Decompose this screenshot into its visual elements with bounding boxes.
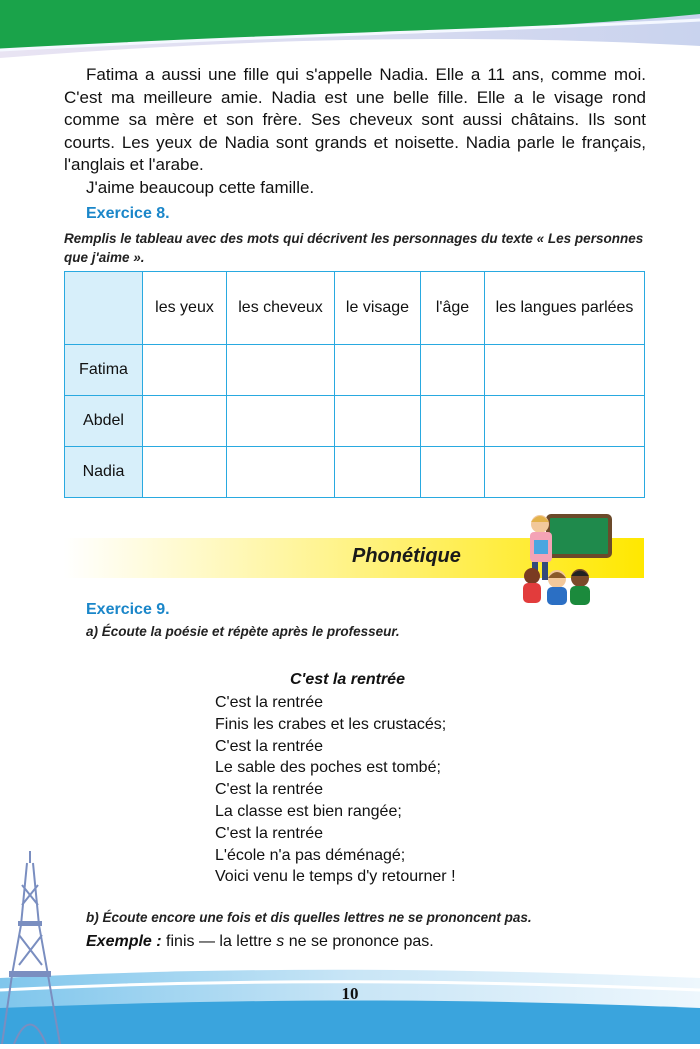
page-number: 10 [341, 984, 359, 1003]
row-header-abdel: Abdel [65, 396, 143, 447]
description-table [64, 271, 645, 498]
example-letter: s [276, 933, 285, 950]
exercise-9b-instruction: b) Écoute encore une fois et dis quelles lettres ne se prononcent pas. [86, 910, 532, 925]
example-label: Exemple : [86, 933, 162, 950]
table-row [65, 447, 645, 498]
teacher-illustration [518, 510, 638, 611]
column-header-languages: les langues parlées [485, 272, 645, 345]
example-text: finis — la lettre [161, 933, 277, 950]
table-cell[interactable] [335, 396, 421, 447]
table-cell[interactable] [227, 396, 335, 447]
eiffel-tower-illustration [0, 845, 80, 1049]
bottom-decorative-band [0, 964, 700, 1044]
table-cell[interactable] [485, 396, 645, 447]
table-cell[interactable] [227, 345, 335, 396]
example-text: ne se prononce pas. [284, 933, 434, 950]
poem-line: La classe est bien rangée; [215, 802, 402, 820]
table-cell[interactable] [227, 447, 335, 498]
phonetics-section-title: Phonétique [352, 545, 461, 567]
intro-paragraph: J'aime beaucoup cette famille. [86, 177, 315, 197]
table-row [65, 345, 645, 396]
poem-title: C'est la rentrée [290, 671, 405, 688]
table-header-row [65, 272, 645, 345]
poem-line: C'est la rentrée [215, 694, 323, 711]
table-cell[interactable] [421, 345, 485, 396]
poem-line: C'est la rentrée [215, 737, 323, 755]
exercise-9a-instruction: a) Écoute la poésie et répète après le professeur. [86, 624, 400, 639]
table-cell[interactable] [143, 396, 227, 447]
table-cell[interactable] [485, 447, 645, 498]
poem [215, 692, 456, 888]
exercise-8-title: Exercice 8. [86, 205, 170, 222]
poem-line: L'école n'a pas déménagé; [215, 846, 406, 864]
table-cell[interactable] [143, 345, 227, 396]
table-cell[interactable] [485, 345, 645, 396]
column-header-hair: les cheveux [227, 272, 335, 345]
column-header-age: l'âge [421, 272, 485, 345]
table-cell[interactable] [421, 396, 485, 447]
table-row [65, 396, 645, 447]
column-header-face: le visage [335, 272, 421, 345]
exercise-8-instruction: Remplis le tableau avec des mots qui décrivent les personnages du texte « Les personnes que j'aime ». [64, 231, 644, 265]
poem-line: Le sable des poches est tombé; [215, 759, 441, 777]
table-cell[interactable] [335, 447, 421, 498]
table-cell[interactable] [335, 345, 421, 396]
intro-text [64, 64, 646, 199]
poem-line: Finis les crabes et les crustacés; [215, 715, 447, 733]
example-line [86, 933, 434, 951]
column-header-eyes: les yeux [143, 272, 227, 345]
poem-line: C'est la rentrée [215, 781, 323, 799]
exercise-9-title: Exercice 9. [86, 601, 170, 618]
table-cell[interactable] [421, 447, 485, 498]
row-header-fatima: Fatima [65, 345, 143, 396]
table-corner-cell [65, 272, 143, 345]
table-cell[interactable] [143, 447, 227, 498]
poem-line: C'est la rentrée [215, 824, 323, 842]
intro-paragraph: Fatima a aussi une fille qui s'appelle Nadia. Elle a 11 ans, comme moi. C'est ma meilleure amie. Nadia est une belle fille. Elle a le visage rond comme sa mère et son frère. Ses cheveux sont aussi châtains. Ils sont courts. Les yeux de Nadia sont grands et noisette. Nadia parle le français, l'anglais et l'arabe. [64, 65, 646, 174]
poem-line: Voici venu le temps d'y retourner ! [215, 868, 456, 886]
top-decorative-band [0, 0, 700, 64]
row-header-nadia: Nadia [65, 447, 143, 498]
